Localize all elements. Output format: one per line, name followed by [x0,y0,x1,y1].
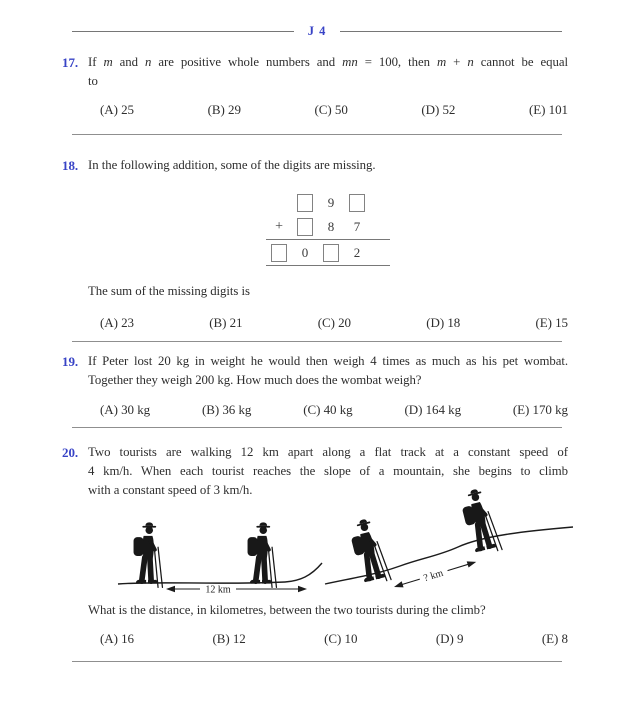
question-text-line [88,462,568,481]
text-segment: + [446,55,468,69]
answer-option: (D) 52 [421,102,456,117]
hiker-icon [347,516,391,586]
question-number: 20. [62,445,79,460]
answer-options [100,100,568,119]
missing-digit-box [297,194,313,212]
answer-option: (D) 18 [426,315,461,330]
addition-cell [344,243,370,262]
question-text-line [88,156,568,175]
missing-digit-box [349,194,365,212]
answer-option: (B) 29 [207,102,241,117]
digit: 7 [353,219,361,234]
answer-option: (E) 8 [541,631,568,646]
text-segment: If [88,55,104,69]
question-text-line [88,352,568,371]
addition-cell [266,244,292,262]
question-text-line [88,371,568,390]
addition-cell [318,193,344,212]
question-text-line [88,72,568,91]
addition-row [266,214,390,240]
text-segment: and [112,55,146,69]
page-header [72,22,562,40]
question-number: 18. [62,158,79,173]
answer-options [100,313,568,332]
text-segment: Two tourists are walking 12 km apart along a flat track at a constant speed of [88,445,568,459]
section-divider [72,134,562,135]
answer-option: (A) 30 kg [100,402,151,417]
answer-option: (D) 164 kg [404,402,462,417]
question-text-line [88,53,568,72]
addition-cell [292,218,318,236]
slope-distance-label: ? km [422,567,445,585]
question-text-line [88,443,568,462]
hiker-icon [458,486,502,556]
addition-cell [318,244,344,262]
answer-option: (B) 21 [209,315,243,330]
answer-option: (B) 12 [212,631,246,646]
addition-cell [292,243,318,262]
answer-option: (A) 23 [100,315,134,330]
flat-distance-label: 12 km [205,584,231,596]
text-segment: If Peter lost 20 kg in weight he would then weigh 4 times as much as his pet wombat. [88,354,568,368]
digit: 2 [353,245,361,260]
text-segment: Together they weigh 200 kg. How much does the wombat weigh? [88,373,422,387]
question-post-text: What is the distance, in kilometres, between the two tourists during the climb? [88,603,486,617]
answer-option: (E) 101 [529,102,568,117]
text-segment: In the following addition, some of the digits are missing. [88,158,376,172]
hiker-on-slope [458,486,502,556]
question-text [88,53,568,91]
math-variable: m [103,55,113,69]
math-variable: n [145,55,152,69]
section-divider [72,341,562,342]
answer-option: (A) 25 [100,102,134,117]
slope-distance-arrow [393,558,478,594]
hiker-on-slope [347,516,391,586]
answer-option: (D) 9 [435,631,464,646]
answer-option: (C) 50 [314,102,348,117]
math-variable: m [436,55,447,69]
question-text [88,352,568,390]
header-rule-right [340,31,562,32]
addition-cell [292,194,318,212]
plus-sign: + [275,219,283,234]
text-segment: 4 km/h. When each tourist reaches the slope of a mountain, she begins to climb [88,464,568,478]
tourists-figure [100,480,580,610]
addition-cell [318,217,344,236]
question-number: 19. [62,354,79,369]
hiker-icon [248,522,277,587]
text-segment: to [88,74,98,88]
question-17 [62,53,568,119]
question-number: 17. [62,55,79,70]
answer-option: (E) 15 [535,315,568,330]
header-rule-left [72,31,294,32]
flat-distance-arrow [166,585,307,596]
question-post-text: The sum of the missing digits is [88,284,250,298]
missing-digit-box [323,244,339,262]
question-19 [62,352,568,419]
answer-options [100,400,568,419]
answer-option: (C) 40 kg [303,402,353,417]
addition-problem [266,191,390,266]
question-18 [62,156,568,332]
addition-cell [266,217,292,236]
answer-option: (E) 170 kg [512,402,568,417]
answer-option: (A) 16 [100,631,134,646]
math-variable: n [467,55,474,69]
addition-row [266,240,390,266]
page-bottom-rule [72,661,562,662]
text-segment: = 100, then [357,55,437,69]
section-divider [72,427,562,428]
missing-digit-box [271,244,287,262]
text-segment: with a constant speed of 3 km/h. [88,483,253,497]
answer-option: (C) 10 [324,631,358,646]
answer-option: (B) 36 kg [201,402,252,417]
addition-cell [344,194,370,212]
answer-options [100,629,568,648]
digit: 8 [327,219,335,234]
addition-cell [344,217,370,236]
answer-option: (C) 20 [317,315,351,330]
addition-row [266,191,390,214]
missing-digit-box [297,218,313,236]
digit: 0 [301,245,309,260]
digit: 9 [327,195,335,210]
question-text [88,156,568,175]
page-number: J 4 [307,23,327,38]
hiker-icon [134,522,163,587]
text-segment: are positive whole numbers and [151,55,343,69]
math-variable: mn [342,55,358,69]
text-segment: cannot be equal [473,55,568,69]
